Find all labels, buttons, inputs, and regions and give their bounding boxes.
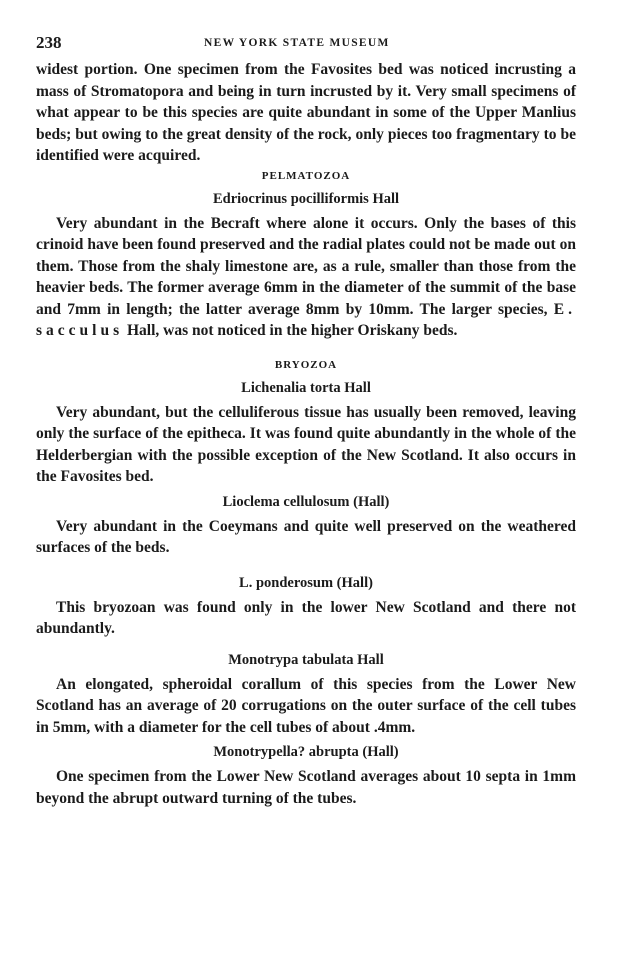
edriocrinus-text-before: Very abundant in the Becraft where alone it occurs. Only the bases of this crinoid have been found preserved and the radial plates could not be made out on them. Those from the shaly limestone are, as a rule, smaller than those from the heavier beds. The former average 6mm in the diameter of the summit of the base and 7mm in length; the latter average 8mm by 10mm. The larger species, (36, 214, 576, 318)
species-heading-lichenalia: Lichenalia torta Hall (241, 379, 371, 396)
edriocrinus-text-after: Hall, was not noticed in the higher Oriskany beds. (127, 322, 458, 339)
lioclema-paragraph: Very abundant in the Coeymans and quite well preserved on the weathered surfaces of the beds. (36, 517, 576, 556)
ponderosum-paragraph: This bryozoan was found only in the lower New Scotland and there not abundantly. (36, 598, 576, 637)
monotrypa-paragraph: An elongated, spheroidal corallum of this species from the Lower New Scotland has an average of 20 corrugations on the outer surface of the cell tubes in 5mm, with a diameter for the cell tubes of about .4mm. (36, 675, 576, 736)
edriocrinus-paragraph (36, 213, 576, 342)
species-heading-ponderosum: L. ponderosum (Hall) (239, 574, 373, 591)
page-number: 238 (36, 33, 62, 52)
species-heading-monotrypella: Monotrypella? abrupta (Hall) (213, 744, 399, 760)
species-heading-monotrypa: Monotrypa tabulata Hall (228, 651, 384, 668)
spaced-species-name: E. sacculus (36, 300, 576, 339)
intro-paragraph: widest portion. One specimen from the Favosites bed was noticed incrusting a mass of Stromatopora and being in turn incrusted by it. Very small specimens of what appear to be this species are quite abundant in some of the Upper Manlius beds; but owing to the great density of the rock, only pieces too fragmentary to be identified were acquired. (36, 61, 576, 164)
species-heading-edriocrinus: Edriocrinus pocilliformis Hall (212, 190, 400, 207)
section-heading-pelmatozoa: PELMATOZOA (261, 169, 351, 182)
running-head: NEW YORK STATE MUSEUM (204, 37, 390, 49)
document-page (36, 33, 576, 809)
page-header (36, 33, 576, 59)
monotrypella-paragraph: One specimen from the Lower New Scotland averages about 10 septa in 1mm beyond the abrupt outward turning of the tubes. (36, 768, 576, 807)
section-heading-bryozoa: BRYOZOA (274, 358, 338, 371)
lichenalia-paragraph: Very abundant, but the celluliferous tissue has usually been removed, leaving only the surface of the epitheca. It was found quite abundantly in the whole of the Helderbergian with the possible exception of the New Scotland. It also occurs in the Favosites bed. (36, 403, 576, 485)
species-heading-lioclema: Lioclema cellulosum (Hall) (222, 493, 390, 510)
